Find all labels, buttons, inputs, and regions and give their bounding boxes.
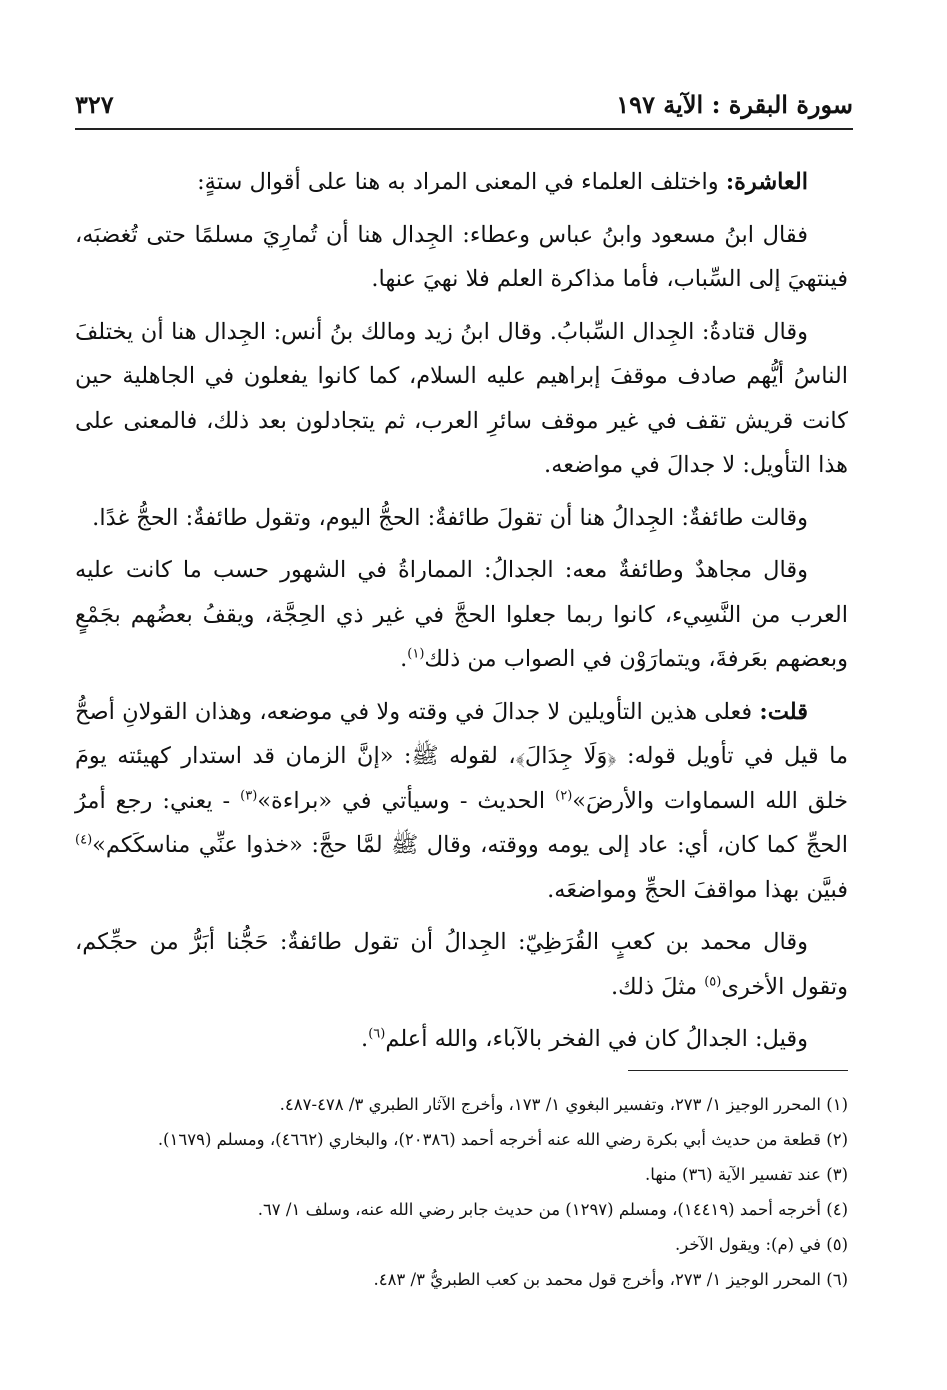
paragraph-4	[75, 496, 848, 541]
paragraph-7	[75, 920, 848, 1009]
footnote-ref[interactable]: (٥)	[704, 974, 722, 989]
footnote-ref[interactable]: (٦)	[368, 1026, 386, 1042]
footnote-ref[interactable]: (١)	[407, 646, 425, 662]
paragraph-tail: .	[361, 1026, 369, 1052]
paragraph-lead: العاشرة:	[725, 169, 808, 195]
footnote-2: (٢) قطعة من حديث أبي بكرة رضي الله عنه أخرجه أحمد (٢٠٣٨٦)، والبخاري (٤٦٦٢)، ومسلم (١٦٧٩).	[157, 1130, 848, 1149]
paragraph-3	[75, 310, 848, 488]
paragraph-8	[75, 1017, 848, 1062]
paragraph-5	[75, 548, 848, 682]
footnote-5: (٥) في (م): ويقول الآخر.	[675, 1235, 848, 1254]
paragraph-2	[75, 213, 848, 302]
paragraph-text: وقيل: الجدالُ كان في الفخر بالآباء، والله أعلم	[385, 1026, 808, 1052]
paragraph-text: وقال محمد بن كعبٍ القُرَظِيّ: الجِدالُ أن تقول طائفةٌ: حَجُّنا أبَرُّ من حجِّكم، وتقول الأخرى	[75, 929, 848, 1000]
footnotes	[75, 1087, 848, 1297]
paragraph-text: وقال قتادةُ: الجِدال السِّبابُ. وقال ابنُ زيد ومالك بنُ أنس: الجِدال هنا أن يختلفَ الناسُ أيُّهم صادف موقفَ إبراهيم عليه السلام، كما كانوا يفعلون في الجاهلية حين كانت قريش تقف في غير موقف سائرِ العرب، ثم يتجادلون بعد ذلك، فالمعنى على هذا التأويل: لا جدالَ في مواضعه.	[75, 318, 848, 478]
paragraph-1	[75, 160, 848, 205]
paragraph-tail: الحديث - وسيأتي في «براءة»	[257, 787, 556, 814]
header-rule	[75, 128, 853, 130]
paragraph-text: واختلف العلماء في المعنى المراد به هنا على أقوال ستةٍ:	[197, 169, 726, 195]
footnote-ref[interactable]: (٣)	[240, 788, 258, 803]
paragraph-text: فعلى هذين التأويلين لا جدالَ في وقته ولا في موضعه، وهذان القولانِ أصحُّ ما قيل في تأويل قوله: ﴿وَلَا جِدَالَ﴾، لقوله ﷺ: «إنَّ الزمان قد استدار كهيئته يومَ خلق الله السماوات والأرضَ»	[75, 698, 848, 814]
paragraph-lead: قلت:	[759, 698, 808, 725]
paragraph-tail: مثلَ ذلك.	[611, 973, 705, 1000]
footnote-separator	[628, 1070, 848, 1071]
paragraph-tail: - يعني: رجع أمرُ الحجِّ كما كان، أي: عاد إلى يومه ووقته، وقال ﷺ لمَّا حجَّ: «خذوا عنِّي مناسكَكم»	[75, 787, 848, 858]
page-number: ٣٢٧	[75, 90, 114, 119]
paragraph-tail: فبيَّن بهذا مواقفَ الحجِّ ومواضعَه.	[547, 876, 848, 903]
paragraph-text: وقالت طائفةٌ: الجِدالُ هنا أن تقولَ طائفةٌ: الحجُّ اليوم، وتقول طائفةٌ: الحجُّ غدًا.	[92, 504, 808, 531]
paragraph-text: وقال مجاهدٌ وطائفةٌ معه: الجدالُ: المماراةُ في الشهور حسب ما كانت عليه العرب من النَّسِيء، كانوا ربما جعلوا الحجَّ في غير ذي الحِجَّة، ويقفُ بعضُهم بجَمْعٍ وبعضهم بعَرفةَ، ويتمارَوْن في الصواب من ذلك	[75, 557, 848, 672]
footnote-6: (٦) المحرر الوجيز ١/ ٢٧٣، وأخرج قول محمد بن كعب الطبريُّ ٣/ ٤٨٣.	[373, 1270, 848, 1289]
paragraph-6	[75, 690, 848, 913]
paragraph-tail: .	[400, 646, 408, 672]
footnote-3: (٣) عند تفسير الآية (٣٦) منها.	[645, 1165, 848, 1184]
footnote-ref[interactable]: (٤)	[75, 832, 93, 848]
paragraph-text: فقال ابنُ مسعود وابنُ عباس وعطاء: الجِدال هنا أن تُمارِيَ مسلمًا حتى تُغضبَه، فينتهيَ إلى السِّباب، فأما مذاكرة العلم فلا نهيَ عنها.	[75, 221, 848, 292]
footnote-1: (١) المحرر الوجيز ١/ ٢٧٣، وتفسير البغوي ١/ ١٧٣، وأخرج الآثار الطبري ٣/ ٤٧٨-٤٨٧.	[279, 1095, 848, 1114]
surah-title: سورة البقرة : الآية ١٩٧	[616, 90, 853, 119]
body-text	[75, 160, 848, 1070]
footnote-4: (٤) أخرجه أحمد (١٤٤١٩)، ومسلم (١٢٩٧) من حديث جابر رضي الله عنه، وسلف ١/ ٦٧.	[257, 1200, 848, 1219]
running-header	[75, 86, 853, 126]
footnote-ref[interactable]: (٢)	[555, 788, 573, 803]
